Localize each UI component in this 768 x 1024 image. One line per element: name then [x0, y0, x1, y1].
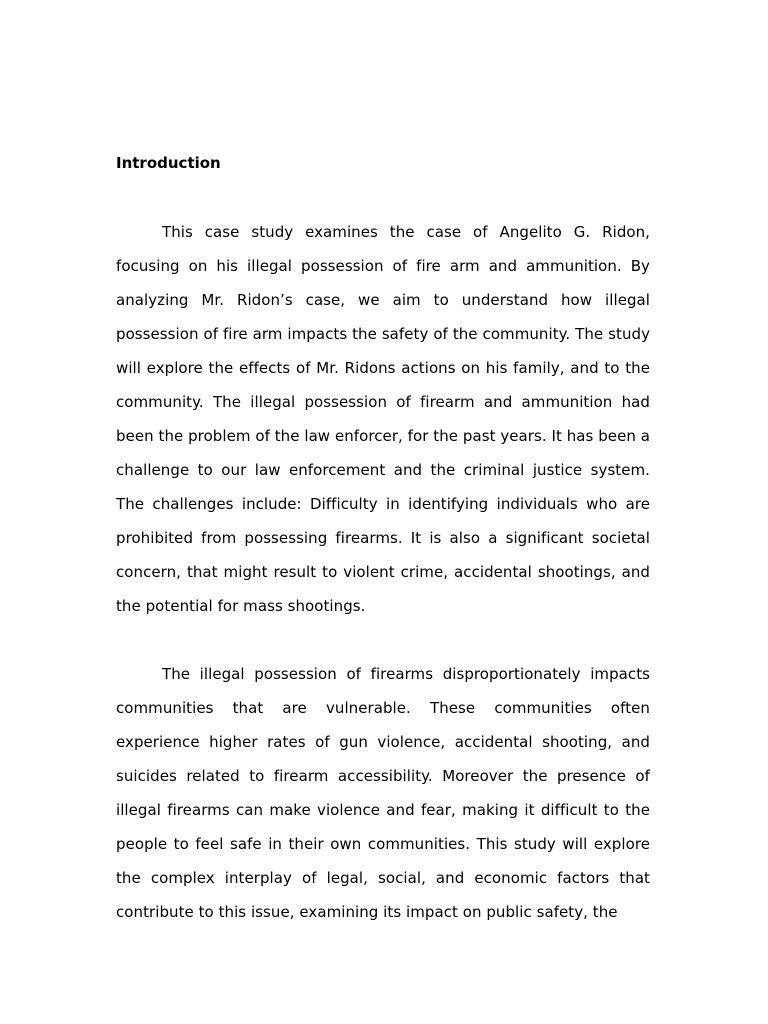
- paragraph-1: This case study examines the case of Angelito G. Ridon, focusing on his illegal possession of fire arm and ammunition. By analyzing Mr. Ridon’s case, we aim to understand how illegal possession of fire arm impacts the safety of the community. The study will explore the effects of Mr. Ridons actions on his family, and to the community. The illegal possession of firearm and ammunition had been the problem of the law enforcer, for the past years. It has been a challenge to our law enforcement and the criminal justice system. The challenges include: Difficulty in identifying individuals who are prohibited from possessing firearms. It is also a significant societal concern, that might result to violent crime, accidental shootings, and the potential for mass shootings.: [116, 223, 650, 615]
- paragraph-2: The illegal possession of firearms disproportionately impacts communities that are vulnerable. These communities often experience higher rates of gun violence, accidental shooting, and suicides related to firearm accessibility. Moreover the presence of illegal firearms can make violence and fear, making it difficult to the people to feel safe in their own communities. This study will explore the complex interplay of legal, social, and economic factors that contribute to this issue, examining its impact on public safety, the: [116, 665, 650, 921]
- section-heading: Introduction: [116, 154, 221, 172]
